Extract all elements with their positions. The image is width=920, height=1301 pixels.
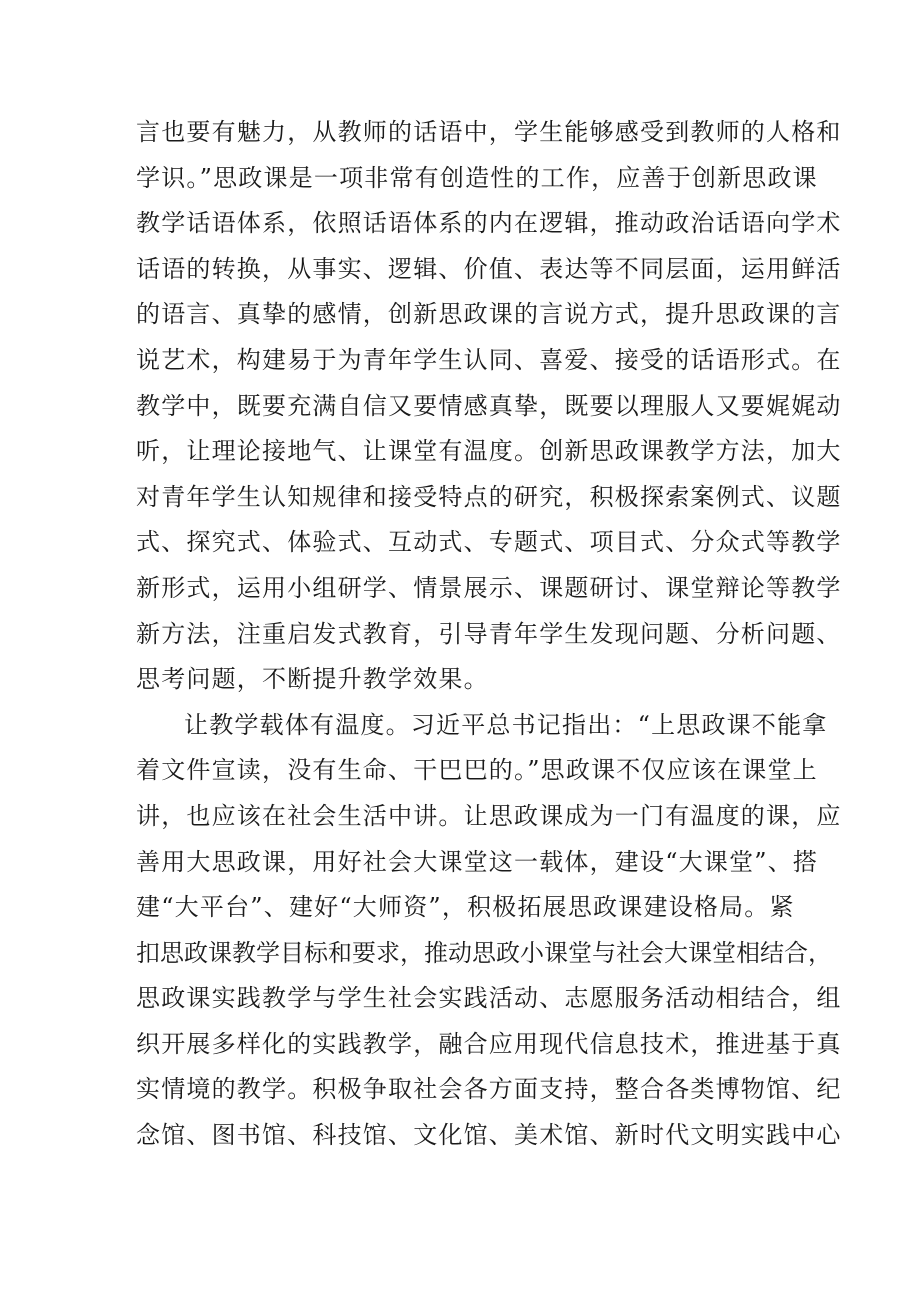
text-line: 教学话语体系，依照话语体系的内在逻辑，推动政治话语向学术 xyxy=(136,209,842,238)
paragraph-first-line: 让教学载体有温度。习近平总书记指出：“上思政课不能拿 xyxy=(184,710,828,739)
text-line: 着文件宣读，没有生命、干巴巴的。”思政课不仅应该在课堂上 xyxy=(136,756,818,785)
text-line: 思考问题，不断提升教学效果。 xyxy=(136,665,489,694)
text-line: 善用大思政课，用好社会大课堂这一载体，建设“大课堂”、搭 xyxy=(136,847,819,876)
text-line: 实情境的教学。积极争取社会各方面支持，整合各类博物馆、纪 xyxy=(136,1075,842,1104)
text-line: 念馆、图书馆、科技馆、文化馆、美术馆、新时代文明实践中心 xyxy=(136,1121,842,1150)
text-line: 话语的转换，从事实、逻辑、价值、表达等不同层面，运用鲜活 xyxy=(136,254,842,283)
text-line: 建“大平台”、建好“大师资”，积极拓展思政课建设格局。紧 xyxy=(136,893,795,922)
text-line: 思政课实践教学与学生社会实践活动、志愿服务活动相结合，组 xyxy=(136,984,842,1013)
text-line: 学识。”思政课是一项非常有创造性的工作，应善于创新思政课 xyxy=(136,163,818,192)
text-line: 式、探究式、体验式、互动式、专题式、项目式、分众式等教学 xyxy=(136,528,842,557)
text-line: 扣思政课教学目标和要求，推动思政小课堂与社会大课堂相结合， xyxy=(136,938,832,967)
text-line: 讲，也应该在社会生活中讲。让思政课成为一门有温度的课，应 xyxy=(136,801,842,830)
text-line: 新方法，注重启发式教育，引导青年学生发现问题、分析问题、 xyxy=(136,619,842,648)
text-line: 听，让理论接地气、让课堂有温度。创新思政课教学方法，加大 xyxy=(136,437,842,466)
text-line: 教学中，既要充满自信又要情感真挚，既要以理服人又要娓娓动 xyxy=(136,391,842,420)
text-line: 说艺术，构建易于为青年学生认同、喜爱、接受的话语形式。在 xyxy=(136,345,842,374)
text-line: 言也要有魅力，从教师的话语中，学生能够感受到教师的人格和 xyxy=(136,118,842,146)
text-line: 的语言、真挚的感情，创新思政课的言说方式，提升思政课的言 xyxy=(136,300,842,329)
text-line: 新形式，运用小组研学、情景展示、课题研讨、课堂辩论等教学 xyxy=(136,573,842,602)
text-line: 织开展多样化的实践教学，融合应用现代信息技术，推进基于真 xyxy=(136,1029,842,1058)
body-text xyxy=(136,110,842,1159)
text-line: 对青年学生认知规律和接受特点的研究，积极探索案例式、议题 xyxy=(136,482,842,511)
